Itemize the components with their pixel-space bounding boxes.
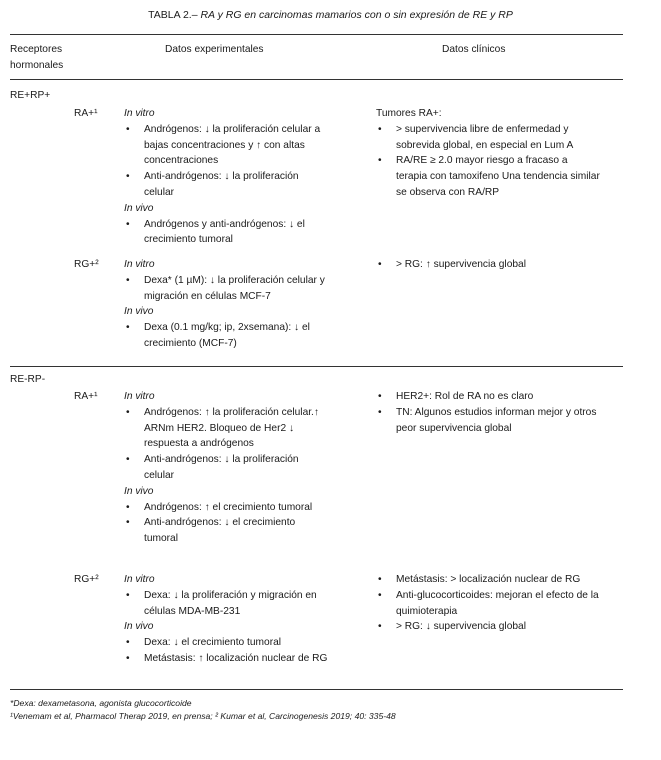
experimental-cell: [124, 106, 329, 248]
row-receptor-rg: RG+²: [74, 259, 99, 270]
top-rule: [10, 34, 623, 35]
clinical-cell: [376, 572, 608, 635]
header-clinical: Datos clínicos: [442, 44, 506, 55]
header-rule: [10, 79, 623, 80]
bullet-list: [376, 122, 601, 201]
section-heading-in-vitro: In vitro: [124, 108, 155, 119]
list-item: • TN: Algunos estudios informan mejor y otros peor supervivencia global: [376, 405, 601, 437]
row-receptor-ra: RA+¹: [74, 108, 98, 119]
bullet-list: [124, 588, 334, 620]
bullet-list: [376, 389, 601, 436]
list-item: • Metástasis: > localización nuclear de RG: [376, 572, 608, 588]
bullet-list: [124, 320, 334, 352]
bullet-list: [124, 217, 329, 249]
bullet-list: [376, 257, 601, 273]
list-item: • Dexa (0.1 mg/kg; ip, 2xsemana): ↓ el crecimiento (MCF-7): [124, 320, 334, 352]
clinical-cell: [376, 389, 601, 436]
experimental-cell: [124, 257, 334, 352]
list-item: • > RG: ↓ supervivencia global: [376, 619, 608, 635]
bullet-list: [376, 572, 608, 635]
section-heading-in-vitro: In vitro: [124, 391, 155, 402]
table-title-label: TABLA 2.–: [148, 9, 198, 21]
list-item: • Anti-andrógenos: ↓ el crecimiento tumoral: [124, 515, 329, 547]
section-heading-in-vitro: In vitro: [124, 259, 155, 270]
bullet-list: [124, 122, 329, 201]
list-item: • Dexa* (1 µM): ↓ la proliferación celular y migración en células MCF-7: [124, 273, 334, 305]
clinical-cell: [376, 106, 601, 201]
bullet-list: [124, 273, 334, 305]
list-item: • > RG: ↑ supervivencia global: [376, 257, 601, 273]
group-label-re-neg: RE-RP-: [10, 374, 46, 385]
section-heading-in-vivo: In vivo: [124, 621, 154, 633]
bullet-list: [124, 500, 329, 547]
header-receptores-line2: hormonales: [10, 60, 64, 71]
row-receptor-ra: RA+¹: [74, 391, 98, 402]
bullet-list: [124, 635, 334, 667]
list-item: • Dexa: ↓ la proliferación y migración en células MDA-MB-231: [124, 588, 334, 620]
experimental-cell: [124, 572, 334, 667]
list-item: • Anti-andrógenos: ↓ la proliferación celular: [124, 169, 329, 201]
bullet-list: [124, 405, 329, 484]
list-item: • Metástasis: ↑ localización nuclear de RG: [124, 651, 334, 667]
footnote-dexa: *Dexa: dexametasona, agonista glucocorticoide: [10, 698, 192, 708]
section-heading-in-vivo: In vivo: [124, 306, 154, 318]
list-item: • Anti-glucocorticoides: mejoran el efecto de la quimioterapia: [376, 588, 608, 620]
list-item: • > supervivencia libre de enfermedad y sobrevida global, en especial en Lum A: [376, 122, 601, 154]
list-item: • Andrógenos y anti-andrógenos: ↓ el crecimiento tumoral: [124, 217, 329, 249]
clinical-heading: Tumores RA+:: [376, 108, 442, 119]
group-label-re-pos: RE+RP+: [10, 90, 51, 101]
section-heading-in-vivo: In vivo: [124, 485, 154, 497]
list-item: • HER2+: Rol de RA no es claro: [376, 389, 601, 405]
header-receptores: [10, 42, 63, 74]
list-item: • Dexa: ↓ el crecimiento tumoral: [124, 635, 334, 651]
header-receptores-line1: Receptores: [10, 44, 63, 55]
bottom-rule: [10, 689, 623, 690]
header-experimental: Datos experimentales: [165, 44, 264, 55]
list-item: • Anti-andrógenos: ↓ la proliferación celular: [124, 452, 329, 484]
experimental-cell: [124, 389, 329, 547]
table-title-text: RA y RG en carcinomas mamarios con o sin expresión de RE y RP: [200, 9, 513, 21]
list-item: • Andrógenos: ↑ la proliferación celular.↑ ARNm HER2. Bloqueo de Her2 ↓ respuesta a andrógenos: [124, 405, 329, 452]
group-rule: [10, 366, 623, 367]
list-item: • Andrógenos: ↑ el crecimiento tumoral: [124, 500, 329, 516]
list-item: • RA/RE ≥ 2.0 mayor riesgo a fracaso a terapia con tamoxifeno Una tendencia similar se observa con RA/RP: [376, 153, 601, 200]
list-item: • Andrógenos: ↓ la proliferación celular a bajas concentraciones y ↑ con altas concentraciones: [124, 122, 329, 169]
section-heading-in-vitro: In vitro: [124, 574, 155, 585]
footnote-references: ¹Venemam et al, Pharmacol Therap 2019, en prensa; ² Kumar et al, Carcinogenesis 2019; 40: 335-48: [10, 711, 396, 721]
section-heading-in-vivo: In vivo: [124, 202, 154, 214]
clinical-cell: [376, 257, 601, 273]
row-receptor-rg: RG+²: [74, 574, 99, 585]
table-title: [0, 9, 661, 21]
